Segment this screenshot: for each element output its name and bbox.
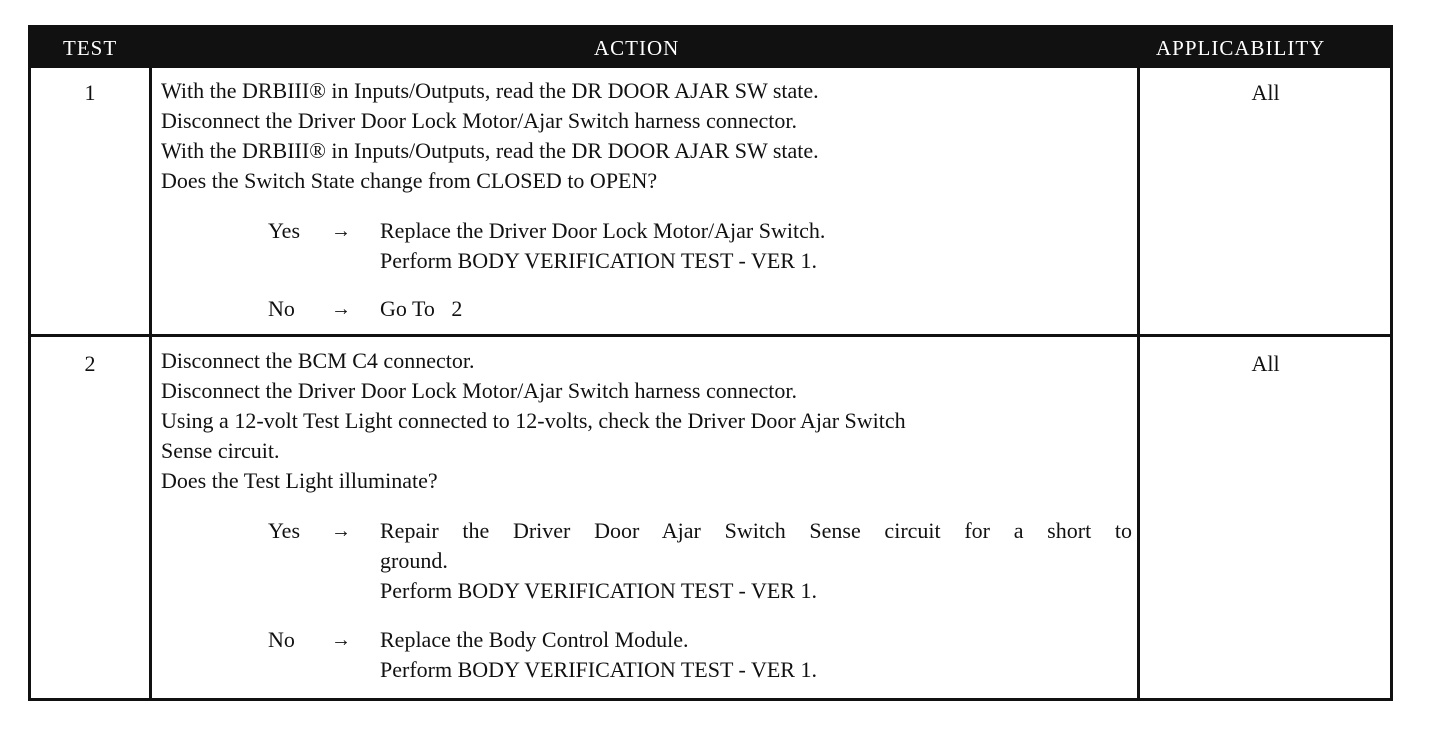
arrow-icon: → [331,629,351,651]
no-label: No [268,296,295,321]
diagnostic-test-table [28,25,1393,701]
header-action: ACTION [594,36,680,60]
yes-result: ground. [380,548,448,573]
no-result: Replace the Body Control Module. [380,627,689,652]
header-applicability: APPLICABILITY [1156,36,1326,60]
arrow-icon: → [331,520,351,542]
applicability-value: All [1251,80,1280,105]
yes-result: Repair the Driver Door Ajar Switch Sense circuit for a short to [380,518,1132,543]
yes-result: Perform BODY VERIFICATION TEST - VER 1. [380,578,817,603]
yes-result: Perform BODY VERIFICATION TEST - VER 1. [380,248,817,273]
action-step: Does the Test Light illuminate? [161,468,438,493]
action-step: Disconnect the BCM C4 connector. [161,348,475,373]
yes-label: Yes [268,218,301,243]
applicability-value: All [1251,351,1280,376]
action-step: Using a 12-volt Test Light connected to 12-volts, check the Driver Door Ajar Switch [161,408,906,433]
action-step: Does the Switch State change from CLOSED to OPEN? [161,168,658,193]
header-test: TEST [63,36,118,60]
test-number: 2 [84,351,96,376]
column-divider-test [149,68,152,701]
arrow-icon: → [331,298,351,320]
no-result: Perform BODY VERIFICATION TEST - VER 1. [380,657,817,682]
row-divider [31,334,1390,337]
action-step: Disconnect the Driver Door Lock Motor/Ajar Switch harness connector. [161,108,797,133]
no-label: No [268,627,295,652]
action-step: With the DRBIII® in Inputs/Outputs, read the DR DOOR AJAR SW state. [161,138,819,163]
column-divider-applicability [1137,68,1140,701]
yes-label: Yes [268,518,301,543]
action-step: With the DRBIII® in Inputs/Outputs, read the DR DOOR AJAR SW state. [161,78,819,103]
test-number: 1 [84,80,96,105]
arrow-icon: → [331,220,351,242]
table-header [31,28,1390,68]
action-step: Sense circuit. [161,438,280,463]
action-step: Disconnect the Driver Door Lock Motor/Ajar Switch harness connector. [161,378,797,403]
no-result: Go To 2 [380,296,463,321]
yes-result: Replace the Driver Door Lock Motor/Ajar Switch. [380,218,826,243]
